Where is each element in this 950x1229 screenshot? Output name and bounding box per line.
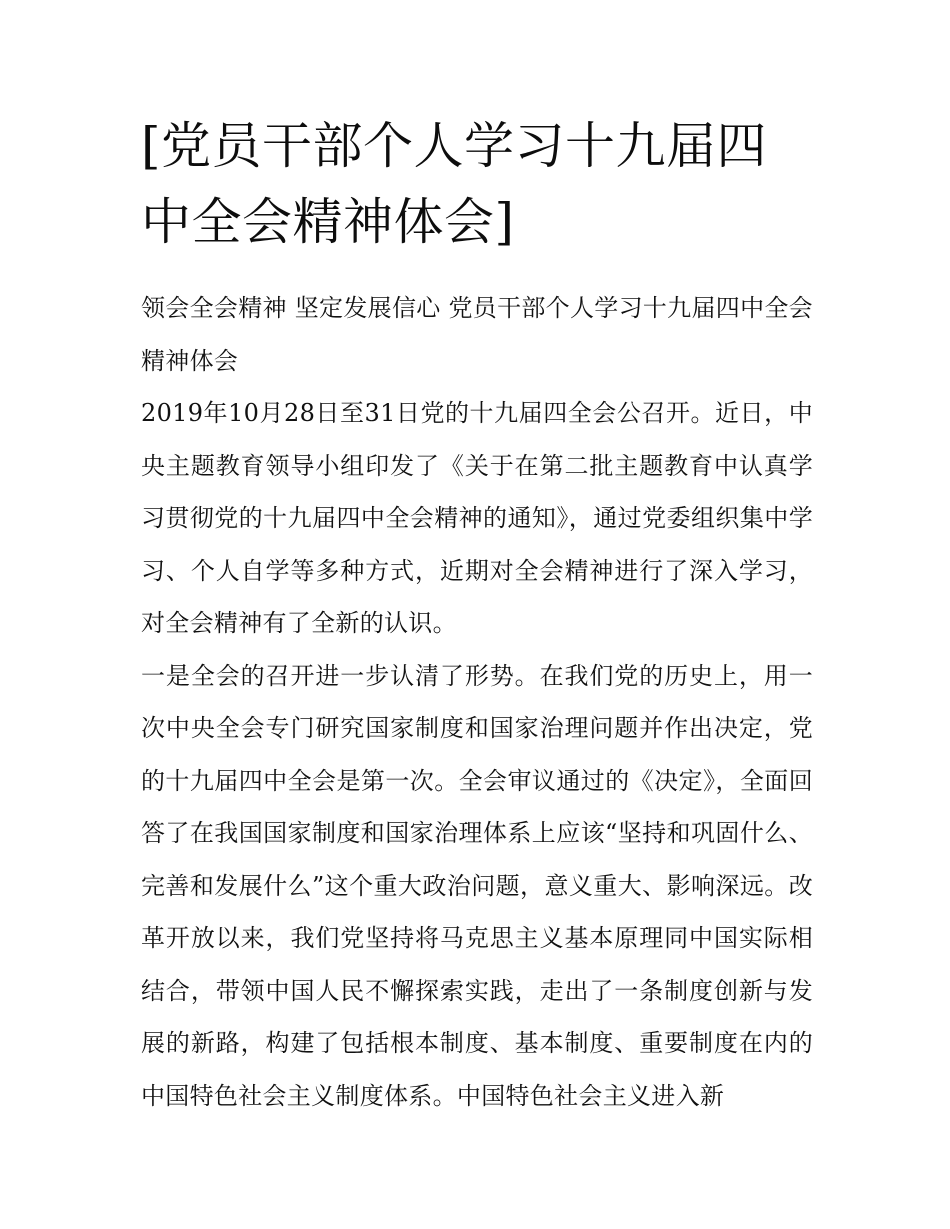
document-title: [党员干部个人学习十九届四中全会精神体会]	[141, 117, 768, 251]
document-subtitle: 领会全会精神 坚定发展信心 党员干部个人学习十九届四中全会精神体会	[141, 294, 813, 375]
paragraph-point-one: 一是全会的召开进一步认清了形势。在我们党的历史上，用一次中央全会专门研究国家制度和国家治理问题并作出决定，党的十九届四中全会是第一次。全会审议通过的《决定》，全面回答了在我国国家制度和国家治理体系上应该“坚持和巩固什么、完善和发展什么”这个重大政治问题，意义重大、影响深远。改革开放以来，我们党坚持将马克思主义基本原理同中国实际相结合，带领中国人民不懈探索实践，走出了一条制度创新与发展的新路，构建了包括根本制度、基本制度、重要制度在内的中国特色社会主义制度体系。中国特色社会主义进入新	[141, 661, 813, 1110]
document-content	[141, 108, 813, 1122]
paragraph-intro: 2019年10月28日至31日党的十九届四全会公召开。近日，中央主题教育领导小组印发了《关于在第二批主题教育中认真学习贯彻党的十九届四中全会精神的通知》，通过党委组织集中学习、个人自学等多种方式，近期对全会精神进行了深入学习，对全会精神有了全新的认识。	[141, 399, 813, 637]
